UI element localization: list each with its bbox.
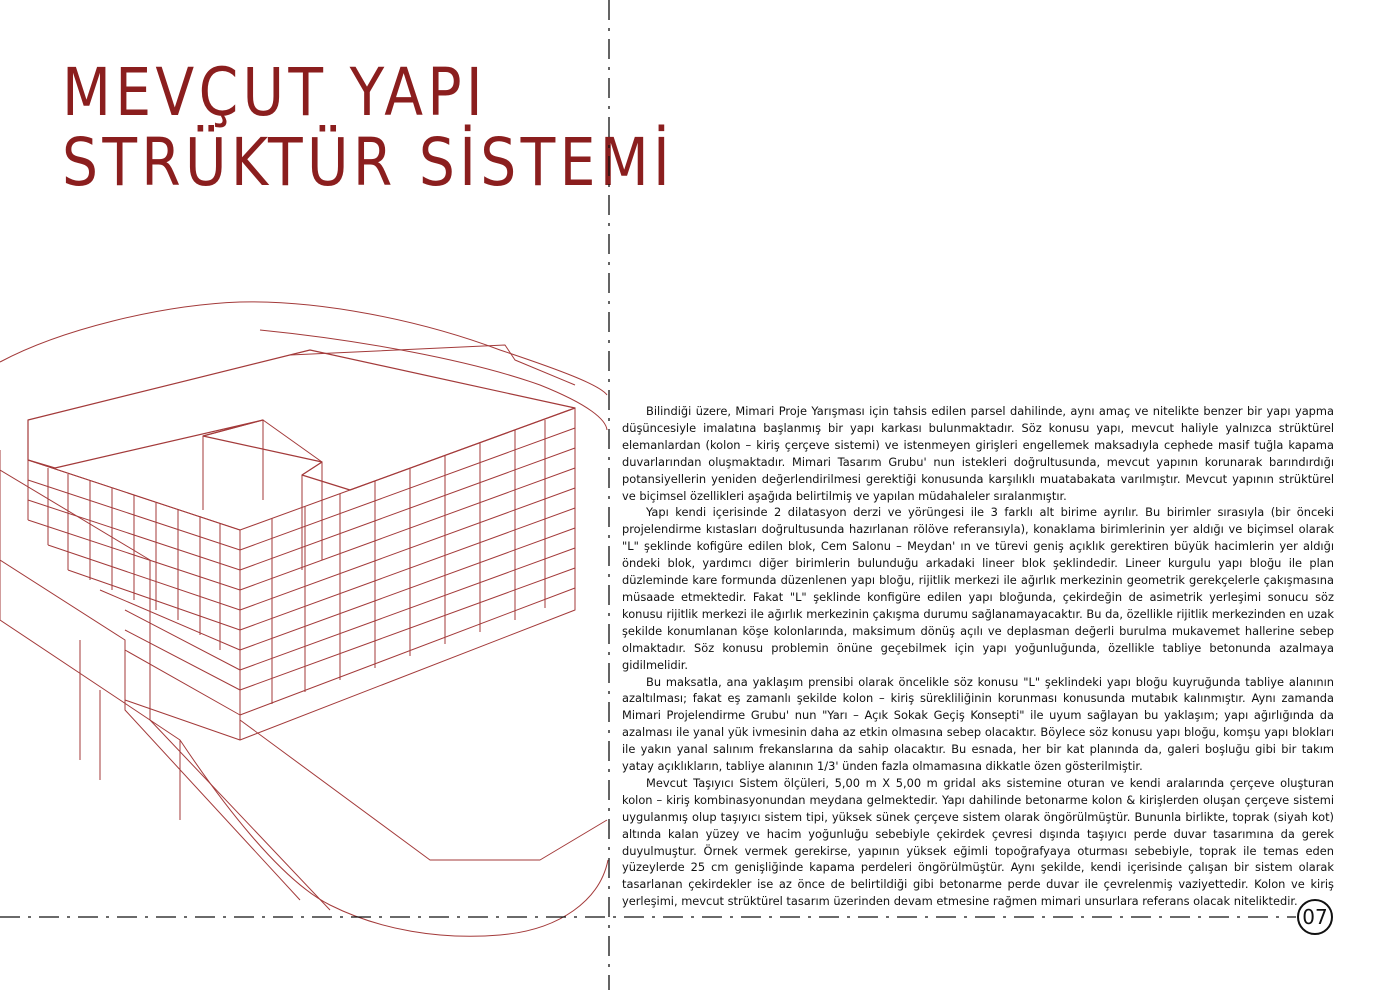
page-title	[62, 54, 675, 201]
paragraph: Bilindiği üzere, Mimari Proje Yarışması için tahsis edilen parsel dahilinde, aynı amaç ve nitelikte benzer bir yapı yapma düşüncesiyle imalatına başlanmış bir yapı karkası bulunmaktadır. Söz konusu yapı, mevcut haliyle yalnızca strüktürel elemanlardan (kolon – kiriş çerçeve sistemi) ve istenmeyen girişleri engellemek maksadıyla cephede masif tuğla kapama duvarlarından oluşmaktadır. Mimari Tasarım Grubu' nun istekleri doğrultusunda, mevcut yapının korunarak barındırdığı potansiyellerin yeniden değerlendirilmesi gerektiği konusunda karşılıklı muatabakata varılmıştır. Mevcut yapının strüktürel ve biçimsel özellikleri aşağıda belirtilmiş ve yapılan müdahaleler sıralanmıştır.	[622, 404, 1334, 503]
structure-axonometric-drawing	[0, 290, 620, 950]
body-text	[622, 403, 1334, 910]
paragraph: Yapı kendi içerisinde 2 dilatasyon derzi ve yörüngesi ile 3 farklı alt birime ayrılır. Bu birimler sırasıyla (bir önceki projelendirme kıstasları doğrultusunda hazırlanan rölöve referansıyla), konaklama birimlerinin yer aldığı ve biçimsel olarak "L" şeklinde kofigüre edilen blok, Cem Salonu – Meydan' ın ve türevi geniş açıklık gerektiren büyük hacimlerin yer aldığı öndeki blok, yardımcı diğer birimlerin bulunduğu arkadaki lineer blok şeklindedir. Lineer kurgulu yapı bloğu ile plan düzleminde kare formunda düzenlenen yapı bloğu, rijitlik merkezi ile ağırlık merkezinin geometrik gerekçelerle çakışmasına müsaade etmektedir. Fakat "L" şeklinde konfigüre edilen yapı bloğunda, çekirdeğin de asimetrik yerleşimi sonucu söz konusu rijitlik merkezi ile ağırlık merkezinin çakışma durumu sağlanamayacaktır. Bu da, özellikle rijitlik merkezinden en uzak şekilde konumlanan köşe kolonlarında, maksimum dönüş açılı ve deplasman değerli burulma mukavemet hallerine sebep olmaktadır. Söz konusu problemin önüne geçebilmek için yapı yoğunluğunda, özellikle tabliye betonunda azalmaya gidilmelidir.	[622, 505, 1334, 672]
title-line-1: MEVÇUT YAPI	[62, 54, 487, 131]
paragraph: Bu maksatla, ana yaklaşım prensibi olarak öncelikle söz konusu "L" şeklindeki yapı bloğu kuyruğunda tabliye alanının azaltılması; fakat eş zamanlı şekilde kolon – kiriş sürekliliğinin korunması konusunda mutabık kalınmıştır. Aynı zamanda Mimari Projelendirme Grubu' nun "Yarı – Açık Sokak Geçiş Konsepti" ile uyum sağlayan bu yaklaşım; yapı ağırlığında da azalması ile yanal yük ivmesinin daha az etkin olmasına sebep olacaktır. Böylece söz konusu yapı bloğu, komşu yapı blokları ile yakın yanal salınım frekanslarına da sahip olacaktır. Bu esnada, her bir kat planında da, galeri boşluğu gibi bir takım yatay açıklıkların, tabliye alanının 1/3' ünden fazla olmamasına dikkatle özen gösterilmiştir.	[622, 674, 1334, 774]
paragraph: Mevcut Taşıyıcı Sistem ölçüleri, 5,00 m X 5,00 m gridal aks sistemine oturan ve kendi aralarında çerçeve oluşturan kolon – kiriş kombinasyonundan meydana gelmektedir. Yapı dahilinde betonarme kolon & kirişlerden oluşan çerçeve sistemi uygulanmış olup taşıyıcı sistem tipi, yüksek sünek çerçeve sistem olarak öngörülmüştür. Bununla birlikte, toprak (siyah kot) altında kalan yüzey ve hacim yoğunluğu sebebiyle çekirdek çevresi dışında taşıyıcı perde duvar tasarımına da gerek duyulmuştur. Örnek vermek gerekirse, yapının yüksek eğimli topoğrafyaya oturması sebebiyle, toprak ile temas eden yüzeylerde 25 cm genişliğinde kapama perdeleri öngörülmüştür. Aynı şekilde, kendi içerisinde çalışan bir sistem olarak tasarlanan çekirdekler ise az önce de belirtildiği gibi betonarme perde duvar ile çevrelenmiş vaziyettedir. Kolon ve kiriş yerleşimi, mevcut strüktürel tasarım üzerinden devam etmesine rağmen mimari unsurlara referans olacak niteliktedir.	[622, 775, 1334, 909]
page-number: 07	[1297, 899, 1333, 935]
title-line-2: STRÜKTÜR SİSTEMİ	[62, 124, 675, 201]
